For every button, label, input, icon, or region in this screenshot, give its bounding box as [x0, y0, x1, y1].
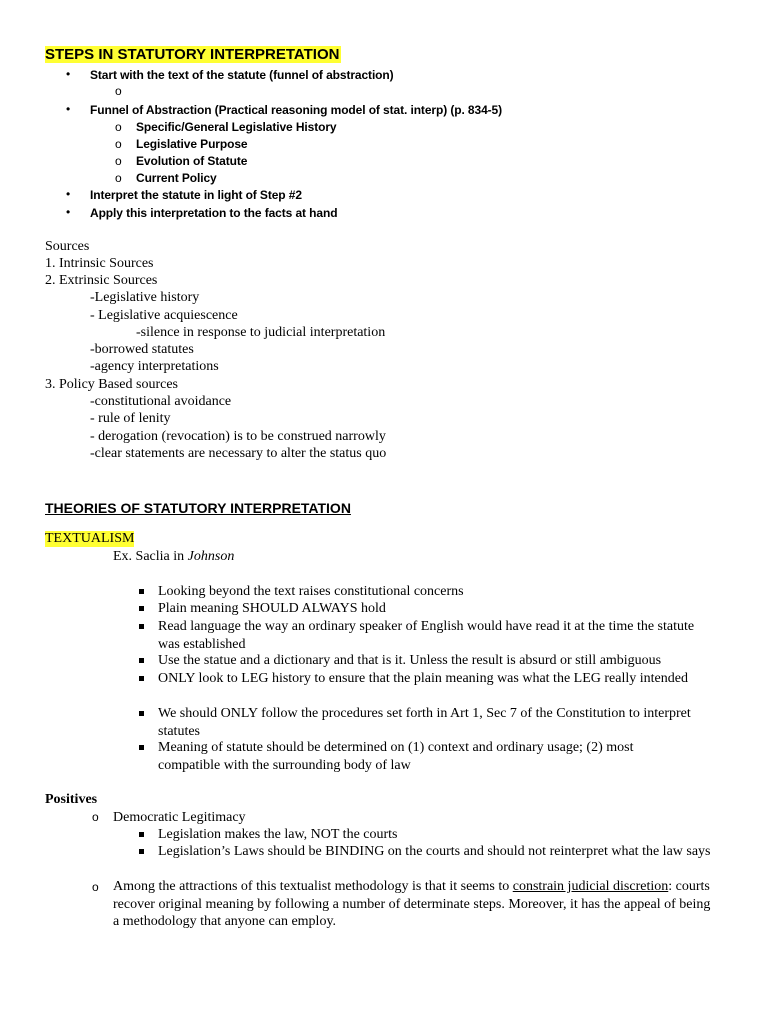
constrain-judicial-discretion: constrain judicial discretion — [512, 879, 669, 894]
square-bullet — [139, 676, 144, 681]
sources-line: - derogation (revocation) is to be construed narrowly — [90, 429, 386, 444]
sources-line: 3. Policy Based sources — [45, 377, 178, 392]
textualism-point: Looking beyond the text raises constitutional concerns — [158, 584, 464, 599]
example-case: Johnson — [187, 549, 235, 564]
steps-sub-3: Evolution of Statute — [136, 154, 248, 168]
positive-item-2-before: Among the attractions of this textualist methodology is that it seems to — [113, 879, 513, 894]
positives-heading: Positives — [45, 792, 98, 807]
sub-marker: o — [115, 154, 122, 168]
square-bullet — [139, 745, 144, 750]
bullet-dot: • — [66, 205, 71, 219]
square-bullet — [139, 606, 144, 611]
textualism-point: We should ONLY follow the procedures set forth in Art 1, Sec 7 of the Constitution to interpret statutes — [158, 706, 691, 739]
steps-sub-4: Current Policy — [136, 171, 217, 185]
positive-subpoint: Legislation’s Laws should be BINDING on the courts and should not reinterpret what the law says — [158, 844, 711, 859]
sources-line: -constitutional avoidance — [90, 394, 232, 409]
textualism-point: Use the statue and a dictionary and that is it. Unless the result is absurd or still ambiguous — [158, 653, 662, 668]
steps-bullet-3: Interpret the statute in light of Step #2 — [90, 188, 302, 202]
square-bullet — [139, 624, 144, 629]
steps-title: STEPS IN STATUTORY INTERPRETATION — [45, 46, 340, 63]
sub-marker: o — [115, 120, 122, 134]
textualism-point: Plain meaning SHOULD ALWAYS hold — [158, 601, 386, 616]
circle-marker: o — [92, 810, 99, 824]
textualism-point: Read language the way an ordinary speaker of English would have read it at the time the statute was established — [158, 619, 695, 652]
theories-title: THEORIES OF STATUTORY INTERPRETATION — [45, 500, 351, 516]
bullet-dot: • — [66, 102, 71, 116]
square-bullet — [139, 832, 144, 837]
example-prefix: Ex. Saclia in — [113, 549, 188, 564]
steps-bullet-4: Apply this interpretation to the facts at hand — [90, 206, 338, 220]
sources-line: -silence in response to judicial interpretation — [136, 325, 386, 340]
steps-sub-1: Specific/General Legislative History — [136, 120, 337, 134]
textualism-point: ONLY look to LEG history to ensure that the plain meaning was what the LEG really intended — [158, 671, 688, 686]
sources-line: 2. Extrinsic Sources — [45, 273, 158, 288]
textualism-example — [113, 549, 234, 565]
sources-line: 1. Intrinsic Sources — [45, 256, 154, 271]
bullet-dot: • — [66, 67, 71, 81]
empty-sub-marker: o — [115, 84, 122, 98]
square-bullet — [139, 658, 144, 663]
positive-item-2-after: : courts recover original meaning by following a number of determinate steps. Moreover, it has the appeal of being a methodology that anyone can employ. — [113, 879, 711, 929]
square-bullet — [139, 849, 144, 854]
square-bullet — [139, 589, 144, 594]
positive-subpoint: Legislation makes the law, NOT the courts — [158, 827, 398, 842]
textualism-point: Meaning of statute should be determined on (1) context and ordinary usage; (2) most compatible with the surrounding body of law — [158, 740, 634, 773]
sources-line: -borrowed statutes — [90, 342, 194, 357]
sources-line: - rule of lenity — [90, 411, 171, 426]
positive-item-1: Democratic Legitimacy — [113, 810, 246, 825]
bullet-dot: • — [66, 187, 71, 201]
sources-line: -clear statements are necessary to alter the status quo — [90, 446, 387, 461]
sources-line: - Legislative acquiescence — [90, 308, 238, 323]
sources-line: -agency interpretations — [90, 359, 219, 374]
steps-sub-2: Legislative Purpose — [136, 137, 248, 151]
circle-marker: o — [92, 880, 99, 894]
steps-bullet-2: Funnel of Abstraction (Practical reasoning model of stat. interp) (p. 834-5) — [90, 103, 503, 117]
sub-marker: o — [115, 171, 122, 185]
square-bullet — [139, 711, 144, 716]
sources-heading: Sources — [45, 239, 90, 254]
positive-item-2 — [113, 878, 713, 931]
sources-line: -Legislative history — [90, 290, 200, 305]
steps-bullet-1: Start with the text of the statute (funnel of abstraction) — [90, 68, 394, 82]
textualism-heading: TEXTUALISM — [45, 531, 135, 546]
sub-marker: o — [115, 137, 122, 151]
